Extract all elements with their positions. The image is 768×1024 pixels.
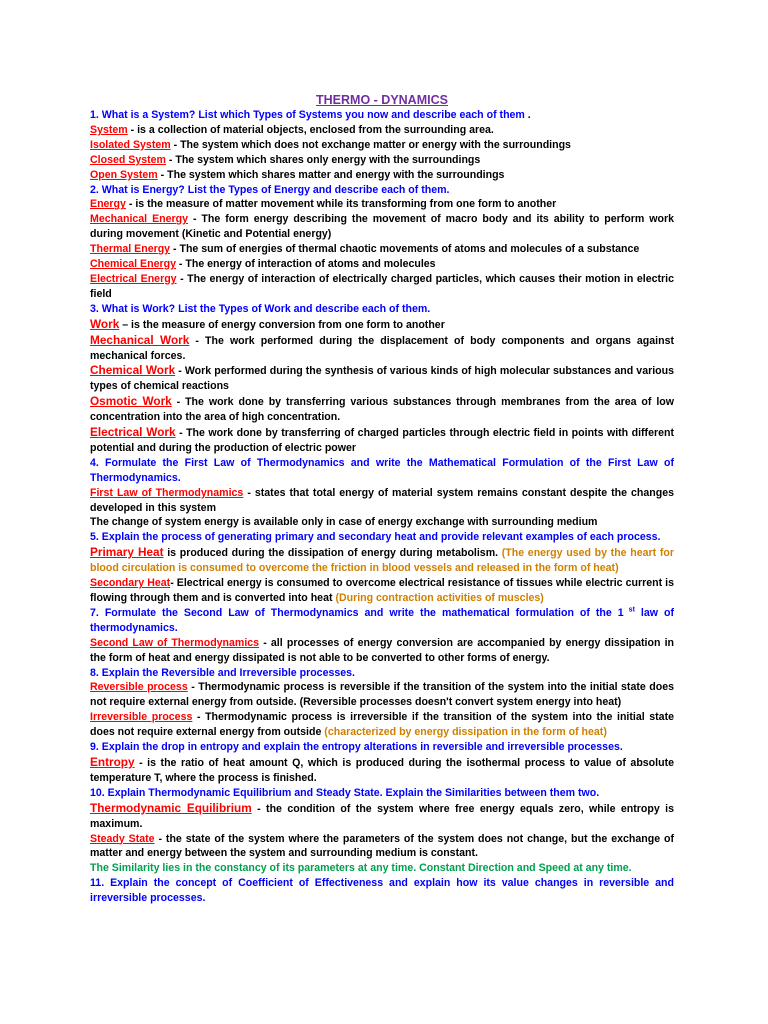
definition-mechanical-work: Mechanical Work - The work performed during the displacement of body components and organs against mechanical forces.	[90, 332, 675, 362]
definition-irreversible: Irreversible process - Thermodynamic process is irreversible if the transition of the system into the initial state does not require external energy from outside (characterized by energy dissipation in the form of heat)	[90, 711, 674, 739]
question-1: 1. What is a System? List which Types of Systems you now and describe each of them .	[90, 109, 531, 121]
term-chemical-energy: Chemical Energy	[90, 258, 176, 271]
question-4: 4. Formulate the First Law of Thermodynamics and write the Mathematical Formulation of the First Law of Thermodynamics.	[90, 456, 674, 484]
definition-chemical-energy: Chemical Energy - The energy of interaction of atoms and molecules	[90, 258, 436, 271]
term-isolated-system: Isolated System	[90, 138, 171, 151]
question-10: 10. Explain Thermodynamic Equilibrium and Steady State. Explain the Similarities between them two.	[90, 786, 600, 799]
term-system: System	[90, 123, 128, 136]
irreversible-note: (characterized by energy dissipation in the form of heat)	[324, 726, 607, 739]
term-electrical-work: Electrical Work	[90, 425, 176, 440]
term-reversible: Reversible process	[90, 681, 188, 694]
definition-osmotic-work: Osmotic Work - The work done by transferring various substances through membranes from the area of low concentration into the area of high concentration.	[90, 394, 674, 424]
definition-system: System - is a collection of material objects, enclosed from the surrounding area.	[90, 123, 494, 136]
definition-equilibrium: Thermodynamic Equilibrium - the condition of the system where free energy equals zero, while entropy is maximum.	[90, 800, 674, 830]
definition-primary-heat: Primary Heat is produced during the dissipation of energy during metabolism. (The energy used by the heart for blood circulation is consumed to overcome the friction in blood vessels and released in the form of heat)	[90, 545, 674, 575]
term-osmotic-work: Osmotic Work	[90, 394, 172, 409]
definition-first-law: First Law of Thermodynamics - states that total energy of material system remains constant despite the changes developed in this system	[90, 486, 674, 514]
term-entropy: Entropy	[90, 754, 135, 769]
term-mechanical-energy: Mechanical Energy	[90, 213, 188, 226]
definition-isolated-system: Isolated System - The system which does not exchange matter or energy with the surroundings	[90, 138, 571, 151]
definition-work: Work – is the measure of energy conversion from one form to another	[90, 316, 445, 331]
definition-reversible: Reversible process - Thermodynamic process is reversible if the transition of the system into the initial state does not require external energy from outside. (Reversible processes doesn't convert system energy into heat)	[90, 681, 674, 709]
definition-electrical-energy: Electrical Energy - The energy of interaction of electrically charged particles, which causes their motion in electric field	[90, 272, 674, 300]
question-3: 3. What is Work? List the Types of Work and describe each of them.	[90, 302, 431, 315]
term-closed-system: Closed System	[90, 153, 166, 166]
term-primary-heat: Primary Heat	[90, 545, 164, 560]
term-second-law: Second Law of Thermodynamics	[90, 636, 260, 649]
term-electrical-energy: Electrical Energy	[90, 272, 177, 285]
term-steady-state: Steady State	[90, 832, 155, 845]
similarity-note: The Similarity lies in the constancy of its parameters at any time. Constant Direction and Speed at any time.	[90, 862, 632, 875]
definition-second-law: Second Law of Thermodynamics - all processes of energy conversion are accompanied by energy dissipation in the form of heat and energy dissipated is not able to be converted to other forms of energy.	[90, 636, 674, 664]
question-9: 9. Explain the drop in entropy and explain the entropy alterations in reversible and irreversible processes.	[90, 741, 623, 754]
term-first-law: First Law of Thermodynamics	[90, 486, 244, 499]
definition-chemical-work: Chemical Work - Work performed during the synthesis of various kinds of high molecular substances and various types of chemical reactions	[90, 363, 674, 393]
primary-heat-example: (The energy used by the heart for blood circulation is consumed to overcome the friction in blood vessels and released in the form of heat)	[90, 547, 674, 575]
page-title: THERMO - DYNAMICS	[316, 93, 448, 107]
definition-open-system: Open System - The system which shares matter and energy with the surroundings	[90, 168, 505, 181]
question-11: 11. Explain the concept of Coefficient of Effectiveness and explain how its value changes in reversible and irreversible processes.	[90, 877, 674, 905]
first-law-note: The change of system energy is available only in case of energy exchange with surrounding medium	[90, 516, 598, 529]
term-secondary-heat: Secondary Heat	[90, 577, 171, 590]
question-7: 7. Formulate the Second Law of Thermodynamics and write the mathematical formulation of the 1 $^{st}$ law of thermodynamics.	[90, 606, 674, 634]
definition-steady-state: Steady State - the state of the system where the parameters of the system does not change, but the exchange of matter and energy between the system and surrounding medium is constant.	[90, 832, 674, 860]
term-chemical-work: Chemical Work	[90, 363, 176, 378]
term-work: Work	[90, 316, 120, 331]
definition-closed-system: Closed System - The system which shares only energy with the surroundings	[90, 153, 481, 166]
term-irreversible: Irreversible process	[90, 711, 193, 724]
term-thermal-energy: Thermal Energy	[90, 243, 171, 256]
term-equilibrium: Thermodynamic Equilibrium	[90, 800, 252, 815]
definition-entropy: Entropy - is the ratio of heat amount Q, which is produced during the isothermal process to value of absolute temperature T, where the process is finished.	[90, 754, 674, 784]
question-5: 5. Explain the process of generating primary and secondary heat and provide relevant examples of each process.	[90, 531, 661, 544]
definition-energy: Energy - is the measure of matter movement while its transforming from one form to another	[90, 198, 557, 211]
term-mechanical-work: Mechanical Work	[90, 332, 190, 347]
question-2: 2. What is Energy? List the Types of Energy and describe each of them.	[90, 183, 450, 196]
term-energy: Energy	[90, 198, 126, 211]
question-8: 8. Explain the Reversible and Irreversible processes.	[90, 666, 355, 679]
definition-electrical-work: Electrical Work - The work done by transferring of charged particles through electric field in points with different potential and during the production of electric power	[90, 425, 674, 454]
definition-thermal-energy: Thermal Energy - The sum of energies of thermal chaotic movements of atoms and molecules of a substance	[90, 243, 640, 256]
term-open-system: Open System	[90, 168, 158, 181]
definition-mechanical-energy: Mechanical Energy - The form energy describing the movement of macro body and its ability to perform work during movement (Kinetic and Potential energy)	[90, 213, 674, 241]
secondary-heat-example: (During contraction activities of muscles)	[335, 592, 544, 604]
definition-secondary-heat: Secondary Heat- Electrical energy is consumed to overcome electrical resistance of tissues while electric current is flowing through them and is converted into heat (During contraction activities of muscles)	[90, 577, 674, 604]
